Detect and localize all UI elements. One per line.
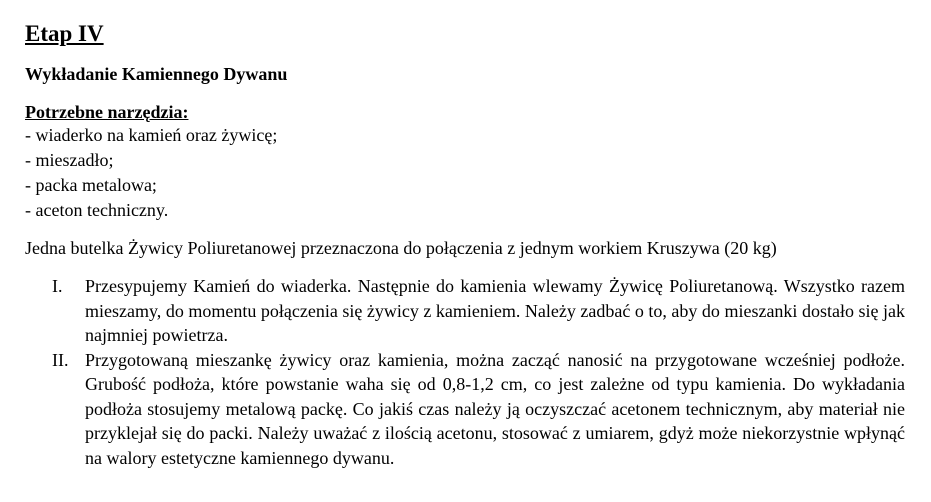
page-title: Etap IV bbox=[25, 21, 104, 46]
step-item bbox=[25, 274, 905, 348]
tool-item: - aceton techniczny. bbox=[25, 200, 169, 220]
tool-item: - wiaderko na kamień oraz żywicę; bbox=[25, 125, 278, 145]
step-item bbox=[25, 348, 905, 471]
intro-paragraph: Jedna butelka Żywicy Poliuretanowej przeznaczona do połączenia z jednym workiem Kruszywa (20 kg) bbox=[25, 238, 777, 258]
tools-heading: Potrzebne narzędzia: bbox=[25, 102, 189, 122]
step-number: II. bbox=[52, 349, 69, 370]
step-number: I. bbox=[52, 276, 63, 296]
steps-list bbox=[25, 274, 905, 470]
tool-item: - packa metalowa; bbox=[25, 175, 157, 195]
section-subtitle: Wykładanie Kamiennego Dywanu bbox=[25, 64, 288, 84]
document-page bbox=[25, 20, 905, 470]
tool-item: - mieszadło; bbox=[25, 150, 114, 170]
tools-list bbox=[25, 123, 905, 223]
step-text: Przesypujemy Kamień do wiaderka. Następnie do kamienia wlewamy Żywicę Poliuretanową. Wszystko razem mieszamy, do momentu połączenia się żywicy z kamieniem. Należy zadbać o to, aby do mieszanki dostało się jak najmniej powietrza. bbox=[85, 276, 905, 345]
step-text: Przygotowaną mieszankę żywicy oraz kamienia, można zacząć nanosić na przygotowane wcześniej podłoże. Grubość podłoża, które powstanie waha się od 0,8-1,2 cm, co jest zależne od typu kamienia. Do wykładania podłoża stosujemy metalową packę. Co jakiś czas należy ją oczyszczać acetonem technicznym, aby materiał nie przyklejał się do packi. Należy uważać z ilością acetonu, stosować z umiarem, gdyż może niekorzystnie wpłynąć na walory estetyczne kamiennego dywanu. bbox=[85, 349, 905, 468]
